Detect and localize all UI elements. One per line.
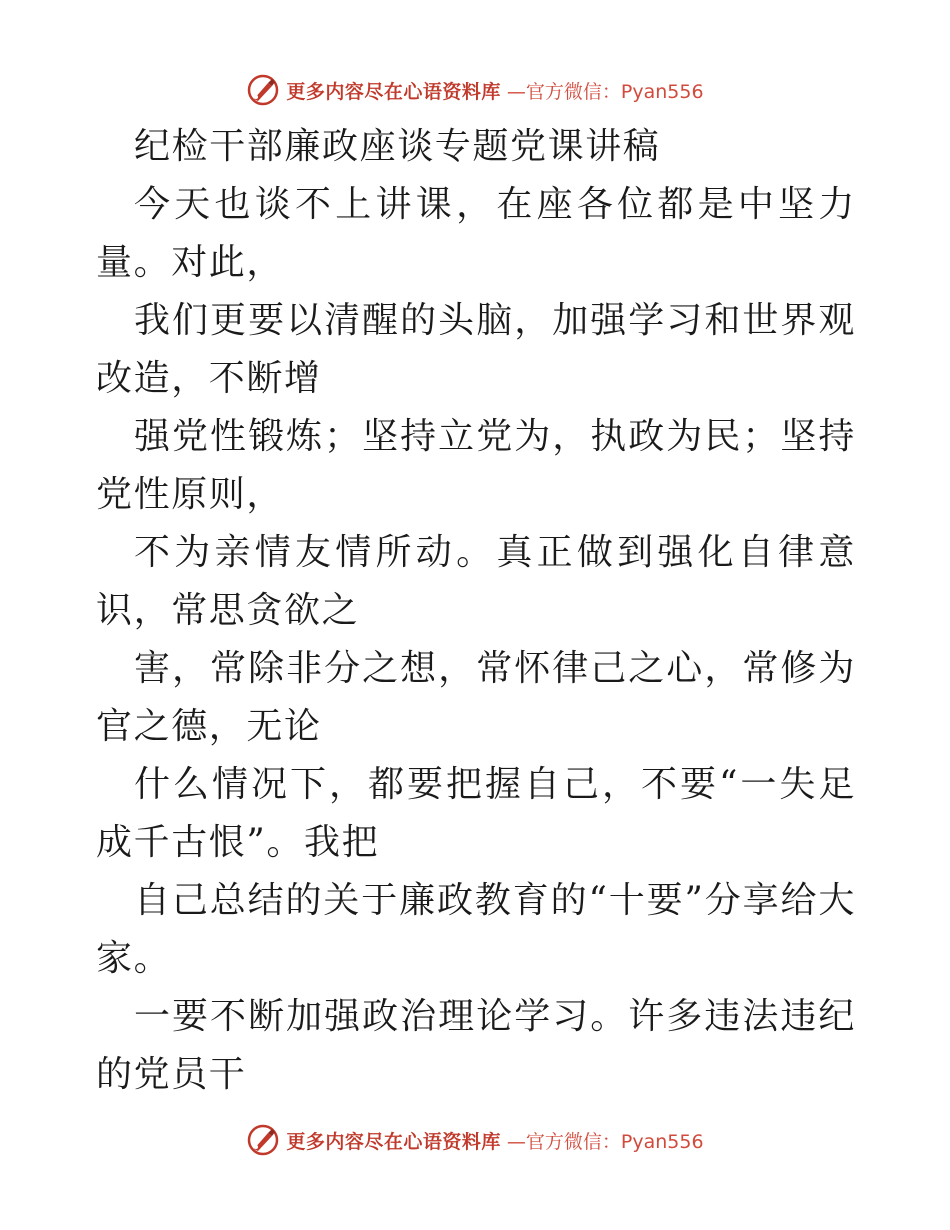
paragraph: 我们更要以清醒的头脑，加强学习和世界观改造，不断增 bbox=[96, 300, 856, 399]
footer-banner-main-text: 更多内容尽在心语资料库 bbox=[286, 1130, 501, 1153]
pen-logo-icon bbox=[246, 1123, 280, 1157]
header-banner-contact-text: —官方微信：Pyan556 bbox=[506, 80, 704, 103]
document-title: 纪检干部廉政座谈专题党课讲稿 bbox=[134, 126, 661, 167]
footer-banner bbox=[0, 1120, 950, 1160]
paragraph: 不为亲情友情所动。真正做到强化自律意识，常思贪欲之 bbox=[96, 532, 856, 631]
header-banner-main-text: 更多内容尽在心语资料库 bbox=[286, 80, 501, 103]
header-banner bbox=[0, 70, 950, 110]
paragraph: 今天也谈不上讲课，在座各位都是中坚力量。对此， bbox=[96, 184, 856, 283]
paragraph: 自己总结的关于廉政教育的“十要”分享给大家。 bbox=[96, 880, 856, 979]
footer-banner-contact-text: —官方微信：Pyan556 bbox=[506, 1130, 704, 1153]
paragraph: 什么情况下，都要把握自己，不要“一失足成千古恨”。我把 bbox=[96, 764, 856, 863]
paragraph: 害，常除非分之想，常怀律己之心，常修为官之德，无论 bbox=[96, 648, 856, 747]
pen-logo-icon bbox=[246, 73, 280, 107]
document-body bbox=[96, 118, 856, 1104]
paragraph: 强党性锻炼；坚持立党为，执政为民；坚持党性原则， bbox=[96, 416, 856, 515]
paragraph: 一要不断加强政治理论学习。许多违法违纪的党员干 bbox=[96, 996, 856, 1095]
